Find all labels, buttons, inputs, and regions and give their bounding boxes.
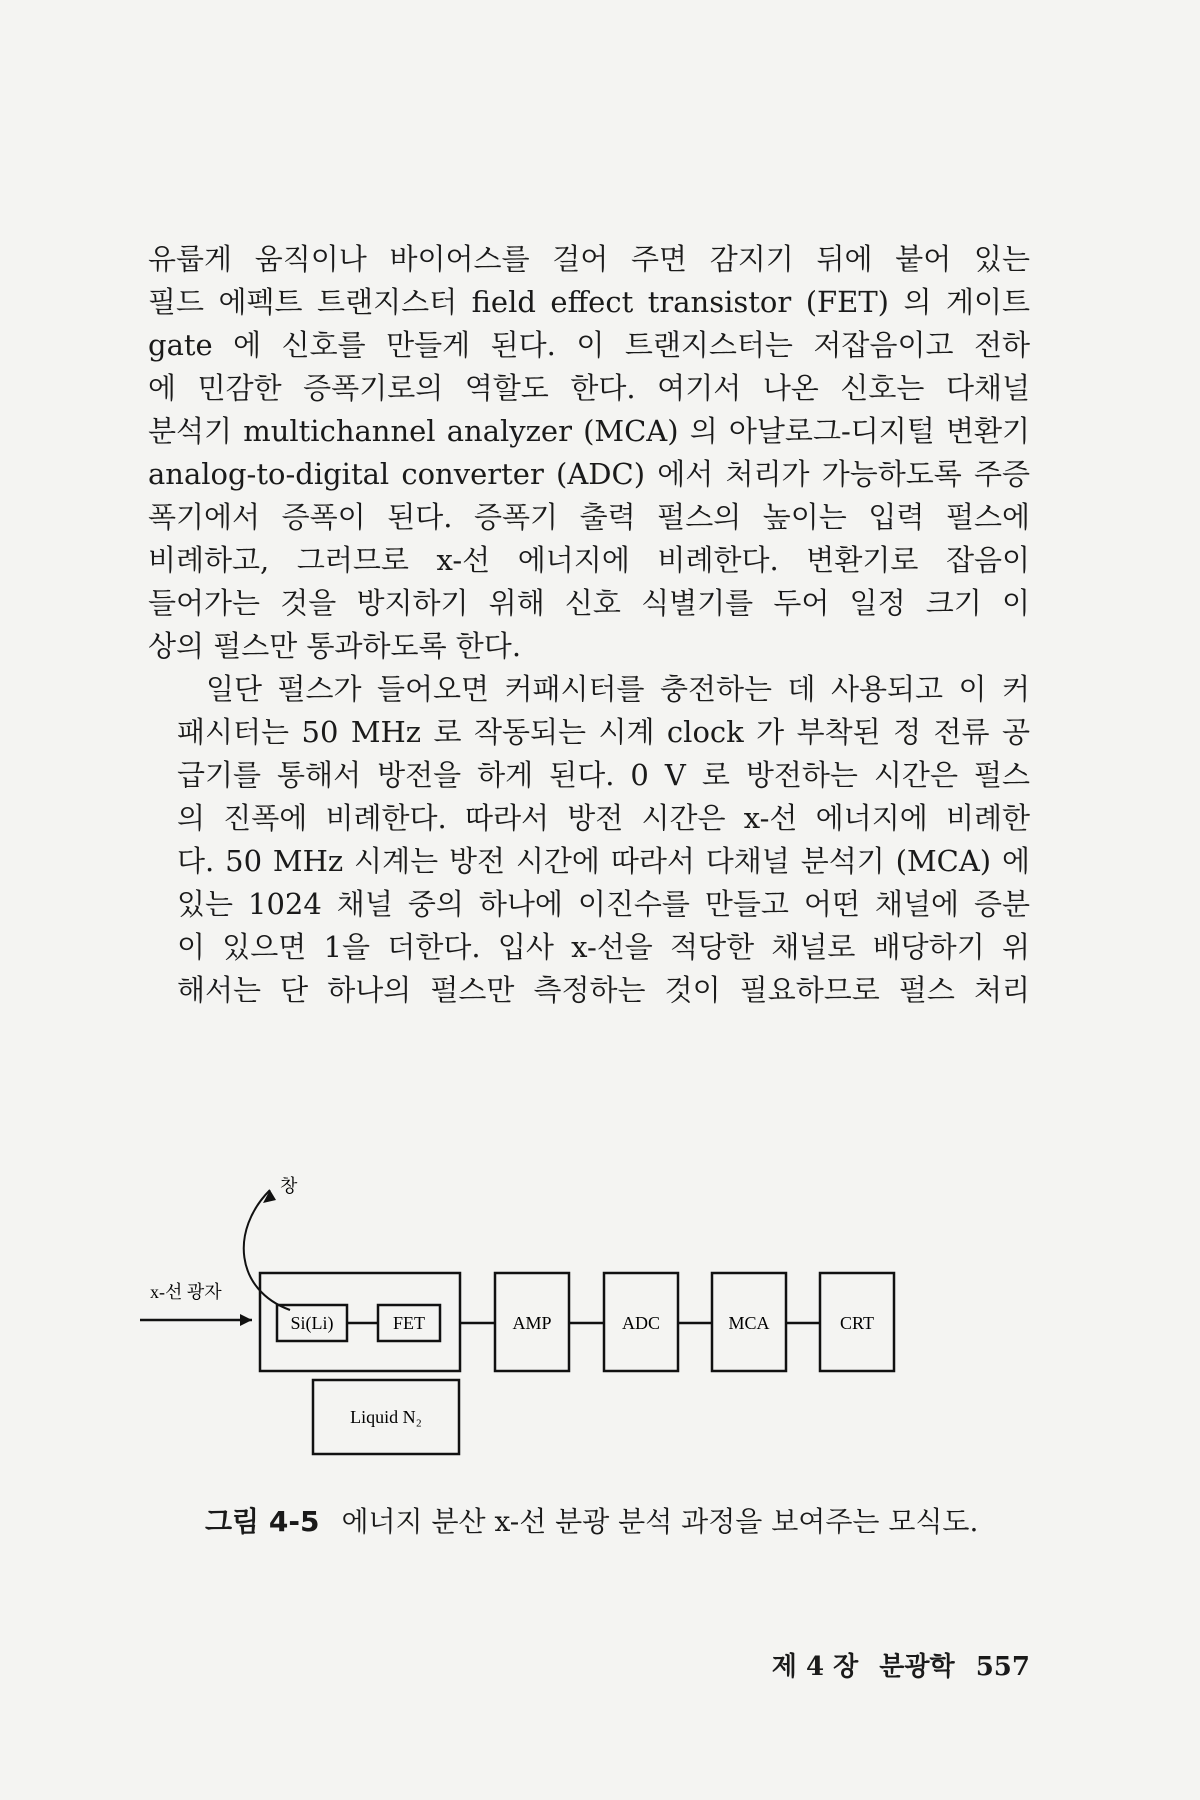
amp-label: AMP bbox=[512, 1313, 552, 1333]
window-pointer-line bbox=[244, 1190, 290, 1310]
paragraph-1 bbox=[148, 238, 1030, 668]
text-line: 상의 펄스만 통과하도록 한다. bbox=[148, 629, 522, 663]
input-arrow-head bbox=[240, 1314, 252, 1326]
window-label: 창 bbox=[280, 1176, 298, 1196]
fet-label: FET bbox=[392, 1313, 426, 1333]
page-footer bbox=[740, 1646, 1030, 1683]
sili-label: Si(Li) bbox=[290, 1313, 334, 1333]
text-line: 유룹게 움직이나 바이어스를 걸어 주면 감지기 뒤에 붙어 있는 bbox=[148, 242, 1030, 276]
body-text bbox=[148, 238, 1030, 1012]
figure-number: 그림 4-5 bbox=[205, 1505, 320, 1538]
figure-caption bbox=[205, 1500, 1025, 1540]
text-line: 패시터는 50 MHz 로 작동되는 시계 clock 가 부착된 정 전류 공 bbox=[177, 715, 1030, 749]
text-line: 필드 에펙트 트랜지스터 field effect transistor (FET) 의 게이트 bbox=[148, 285, 1030, 319]
text-line: 비례하고, 그러므로 x-선 에너지에 비례한다. 변환기로 잡음이 bbox=[148, 543, 1030, 577]
text-line: 분석기 multichannel analyzer (MCA) 의 아날로그-디지털 변환기 bbox=[148, 414, 1030, 448]
text-line: analog-to-digital converter (ADC) 에서 처리가 가능하도록 주증 bbox=[148, 457, 1030, 491]
text-line: 다. 50 MHz 시계는 방전 시간에 따라서 다채널 분석기 (MCA) 에 bbox=[177, 844, 1030, 878]
liquid-n2-label: Liquid N₂ bbox=[350, 1407, 422, 1427]
text-line: gate 에 신호를 만들게 된다. 이 트랜지스터는 저잡음이고 전하 bbox=[148, 328, 1030, 362]
figure-caption-text: 에너지 분산 x-선 분광 분석 과정을 보여주는 모식도. bbox=[341, 1505, 979, 1538]
section-label: 분광학 bbox=[879, 1652, 955, 1682]
chapter-label: 제 4 장 bbox=[771, 1652, 859, 1682]
text-line: 폭기에서 증폭이 된다. 증폭기 출력 펄스의 높이는 입력 펄스에 bbox=[148, 500, 1030, 534]
edx-block-diagram bbox=[140, 1170, 1040, 1490]
text-line: 있는 1024 채널 중의 하나에 이진수를 만들고 어떤 채널에 증분 bbox=[177, 887, 1030, 921]
text-line: 급기를 통해서 방전을 하게 된다. 0 V 로 방전하는 시간은 펄스 bbox=[177, 758, 1030, 792]
mca-label: MCA bbox=[728, 1313, 770, 1333]
text-line: 들어가는 것을 방지하기 위해 신호 식별기를 두어 일정 크기 이 bbox=[148, 586, 1030, 620]
adc-label: ADC bbox=[621, 1313, 661, 1333]
text-line: 에 민감한 증폭기로의 역할도 한다. 여기서 나온 신호는 다채널 bbox=[148, 371, 1030, 405]
text-line: 이 있으면 1을 더한다. 입사 x-선을 적당한 채널로 배당하기 위 bbox=[177, 930, 1030, 964]
text-line: 의 진폭에 비례한다. 따라서 방전 시간은 x-선 에너지에 비례한 bbox=[177, 801, 1030, 835]
text-line: 해서는 단 하나의 펄스만 측정하는 것이 필요하므로 펄스 처리 bbox=[177, 973, 1030, 1007]
crt-label: CRT bbox=[840, 1313, 874, 1333]
input-label: x-선 광자 bbox=[150, 1282, 222, 1302]
page-number: 557 bbox=[975, 1652, 1030, 1682]
text-line: 일단 펄스가 들어오면 커패시터를 충전하는 데 사용되고 이 커 bbox=[206, 672, 1030, 706]
paragraph-2 bbox=[148, 668, 1030, 1012]
